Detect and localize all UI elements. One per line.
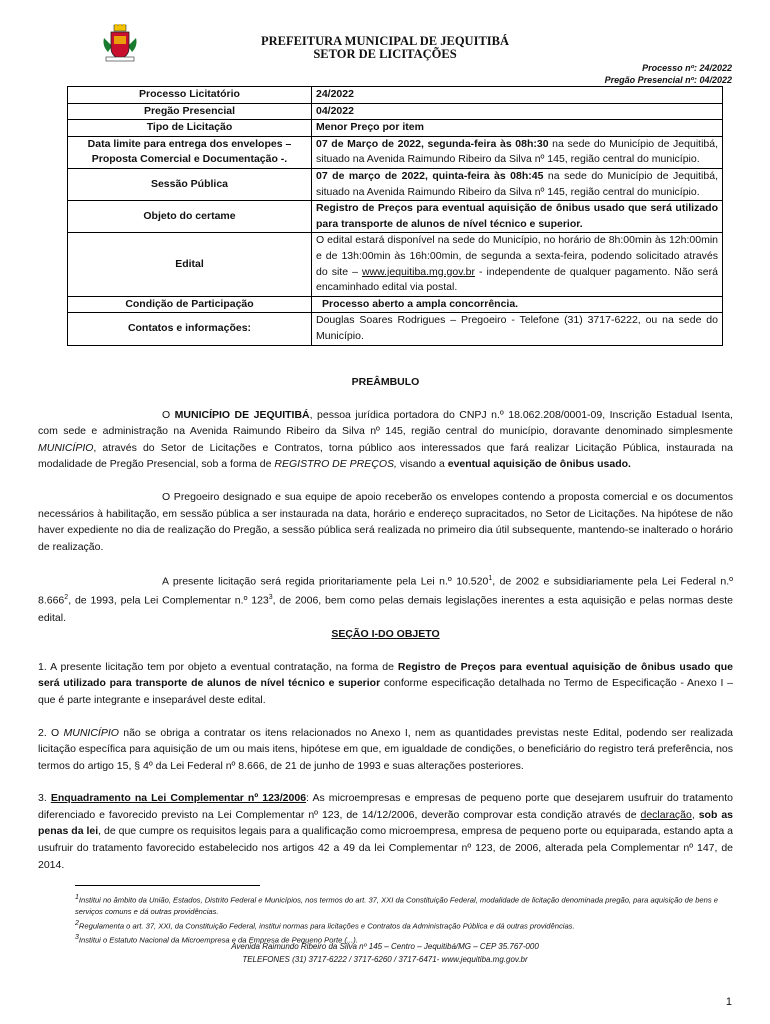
footnote-divider <box>75 885 260 886</box>
process-number: Processo nº: 24/2022 <box>642 63 732 73</box>
pregao-number: Pregão Presencial nº: 04/2022 <box>604 75 732 85</box>
edital-text-rest: - independente de qualquer pagamento. Não será encaminhado edital via postal. <box>316 265 718 294</box>
deadline-date: 07 de Março de 2022, segunda-feira às 08h:30 <box>316 137 549 150</box>
footnote-text: Regulamenta o art. 37, XXI, da Constituição Federal, institui normas para licitações e Contratos da Administração Pública e dá outras providências. <box>78 921 575 931</box>
text: 1. A presente licitação tem por objeto a eventual contratação, na forma de <box>38 660 398 673</box>
table-row <box>68 233 723 296</box>
text: : As microempresas e empresas de pequeno porte que desejarem usufruir do tratamento diferenciado e favorecido previsto na Lei Complementar nº 123, de 14/12/2006, deverão comprovar esta condição através de <box>38 792 733 821</box>
text: MUNICÍPIO <box>63 726 119 739</box>
text: REGISTRO DE PREÇOS, <box>274 458 397 471</box>
text: Registro de Preços para eventual aquisição de ônibus usado que será utilizado para transporte de alunos de nível técnico e superior <box>38 660 733 690</box>
footnote-number: 1 <box>75 894 79 901</box>
row-label: Edital <box>68 233 312 296</box>
footnote-number: 2 <box>75 919 79 927</box>
row-value: Registro de Preços para eventual aquisição de ônibus usado que será utilizado para transporte de alunos de nível técnico e superior. <box>312 201 723 233</box>
clause-3 <box>38 790 733 873</box>
row-label: Contatos e informações: <box>68 313 312 345</box>
row-label: Processo Licitatório <box>68 87 312 104</box>
row-value: 24/2022 <box>312 87 723 104</box>
row-value: 04/2022 <box>312 103 723 120</box>
footnotes <box>75 892 735 946</box>
text: declaração <box>640 808 692 821</box>
row-value <box>312 233 723 296</box>
text: não se obriga a contratar os itens relacionados no Anexo I, nem as quantidades previstas neste Edital, podendo ser realizada licitação específica para aquisição de um ou mais itens, hipótese em que, em igualdade de condições, o beneficiário do registro terá preferência, nos termos do artigo 15, § 4º da Lei Federal nº 8.666, de 21 de junho de 1993 e suas alterações posteriores. <box>38 726 734 772</box>
document-header <box>0 35 770 61</box>
clause-2 <box>38 725 733 775</box>
paragraph-pregoeiro: O Pregoeiro designado e sua equipe de apoio receberão os envelopes contendo a proposta comercial e os documentos necessários à habilitação, em sessão pública a ser instaurada na data, horário e endereço supracitados, no Setor de Licitações. Na hipótese de não haver expediente no dia de realização do Pregão, a sessão pública será realizada no primeiro dia útil subsequente, mantendo-se inalterado o horário de realização. <box>38 490 733 553</box>
document-body <box>38 374 733 873</box>
text: , através do Setor de Licitações e Contratos, torna público aos interessados que fará realizar Licitação Pública, instaurada na modalidade de Pregão Presencial, sob a forma de <box>38 441 733 471</box>
table-row <box>68 168 723 200</box>
footnote-text: Institui o Estatuto Nacional da Microempresa e da Empresa de Pequeno Porte (...). <box>78 935 358 945</box>
page-number: 1 <box>725 996 732 1008</box>
page-footer <box>0 940 770 966</box>
footnote-1 <box>75 892 735 918</box>
row-label: Objeto do certame <box>68 201 312 233</box>
footnote-number: 3 <box>75 933 79 941</box>
text: , de 2006, bem como pelas demais legislações inerentes a esta aquisição e pelas normas deste edital. <box>38 594 733 624</box>
table-row <box>68 87 723 104</box>
row-label: Data limite para entrega dos envelopes – Proposta Comercial e Documentação -. <box>68 136 312 168</box>
clause-1 <box>38 659 733 709</box>
text: sob as penas da lei <box>38 808 733 838</box>
footnote-ref: 1 <box>488 575 493 583</box>
header-title: PREFEITURA MUNICIPAL DE JEQUITIBÁ <box>260 34 510 48</box>
table-row <box>68 201 723 233</box>
text: , de que cumpre os requisitos legais para a qualificação como microempresa, empresa de pequeno porte ou equiparada, estando apta a usufruir do tratamento favorecido estabelecido nos artigos 42 a 49 da lei Complementar nº 123, de 2006, alterada pela Complementar nº 147, de 2014. <box>38 825 734 871</box>
footnote-ref: 2 <box>64 594 69 602</box>
text: MUNICÍPIO <box>38 441 94 454</box>
text: conforme especificação detalhada no Termo de Especificação - Anexo I – que é parte integrante e inseparável deste edital. <box>38 677 733 706</box>
footnote-ref: 3 <box>268 594 273 602</box>
text: eventual aquisição de ônibus usado. <box>447 458 631 471</box>
deadline-location: na sede do Município de Jequitibá, situado na Avenida Raimundo Ribeiro da Silva nº 145, região central do município. <box>316 137 718 166</box>
process-reference <box>605 62 732 86</box>
row-label: Tipo de Licitação <box>68 120 312 137</box>
text: Enquadramento na Lei Complementar nº 123/2006 <box>50 792 307 805</box>
table-row <box>68 296 723 313</box>
row-value <box>312 168 723 200</box>
text: 2. O <box>38 726 64 739</box>
paragraph-preambulo <box>38 407 733 473</box>
text: , pessoa jurídica portadora do CNPJ n.º 18.062.208/0001-09, Inscrição Estadual Isenta, com sede e administração na Avenida Raimundo Ribeiro da Silva nº 145, região central do município, doravante denominado simplesmente <box>38 408 733 438</box>
website-link[interactable]: www.jequitiba.mg.gov.br <box>361 265 475 278</box>
section-heading-objeto: SEÇÃO I-DO OBJETO <box>331 628 440 641</box>
text: MUNICÍPIO DE JEQUITIBÁ <box>174 408 310 421</box>
section-heading-preambulo: PREÂMBULO <box>351 376 420 388</box>
table-row <box>68 136 723 168</box>
row-value: Douglas Soares Rodrigues – Pregoeiro - Telefone (31) 3717-6222, ou na sede do Município. <box>312 313 723 345</box>
footer-address: Avenida Raimundo Ribeiro da Silva nº 145 – Centro – Jequitibá/MG – CEP 35.767-000 <box>231 942 539 951</box>
footer-phones: TELEFONES (31) 3717-6222 / 3717-6260 / 3717-6471- www.jequitiba.mg.gov.br <box>242 955 528 964</box>
summary-table <box>67 86 723 346</box>
footnote-text: Institui no âmbito da União, Estados, Distrito Federal e Municípios, nos termos do art. 37, XXI da Constituição Federal, modalidade de licitação denominada pregão, para aquisição de bens e serviços comuns e dá outras providências. <box>75 895 718 917</box>
table-row <box>68 313 723 345</box>
row-label: Condição de Participação <box>68 296 312 313</box>
header-subtitle: SETOR DE LICITAÇÕES <box>313 47 457 61</box>
text: , de 2002 e subsidiariamente pela Lei Federal n.º 8.666 <box>38 575 733 607</box>
session-location: na sede do Município de Jequitibá, situado na Avenida Raimundo Ribeiro da Silva nº 145, região central do município. <box>316 169 718 198</box>
text: , <box>691 808 699 821</box>
row-label: Sessão Pública <box>68 168 312 200</box>
row-value <box>312 136 723 168</box>
edital-text: O edital estará disponível na sede do Município, no horário de 8h:00min às 12h:00min e de 13h:00min às 16h:00min, de segunda a sexta-feira, podendo solicitado através do site – <box>316 234 718 278</box>
text: visando a <box>396 458 448 471</box>
table-row <box>68 120 723 137</box>
session-date: 07 de março de 2022, quinta-feira às 08h:45 <box>316 169 544 182</box>
text: A presente licitação será regida prioritariamente pela Lei n.º 10.520 <box>162 575 489 588</box>
text: O <box>162 408 175 421</box>
table-row <box>68 103 723 120</box>
row-value: Menor Preço por item <box>312 120 723 137</box>
footnote-2 <box>75 918 735 932</box>
paragraph-legislation <box>38 571 733 626</box>
text: 3. <box>38 792 51 805</box>
row-label: Pregão Presencial <box>68 103 312 120</box>
text: , de 1993, pela Lei Complementar n.º 123 <box>68 594 269 607</box>
row-value: Processo aberto a ampla concorrência. <box>312 296 723 313</box>
